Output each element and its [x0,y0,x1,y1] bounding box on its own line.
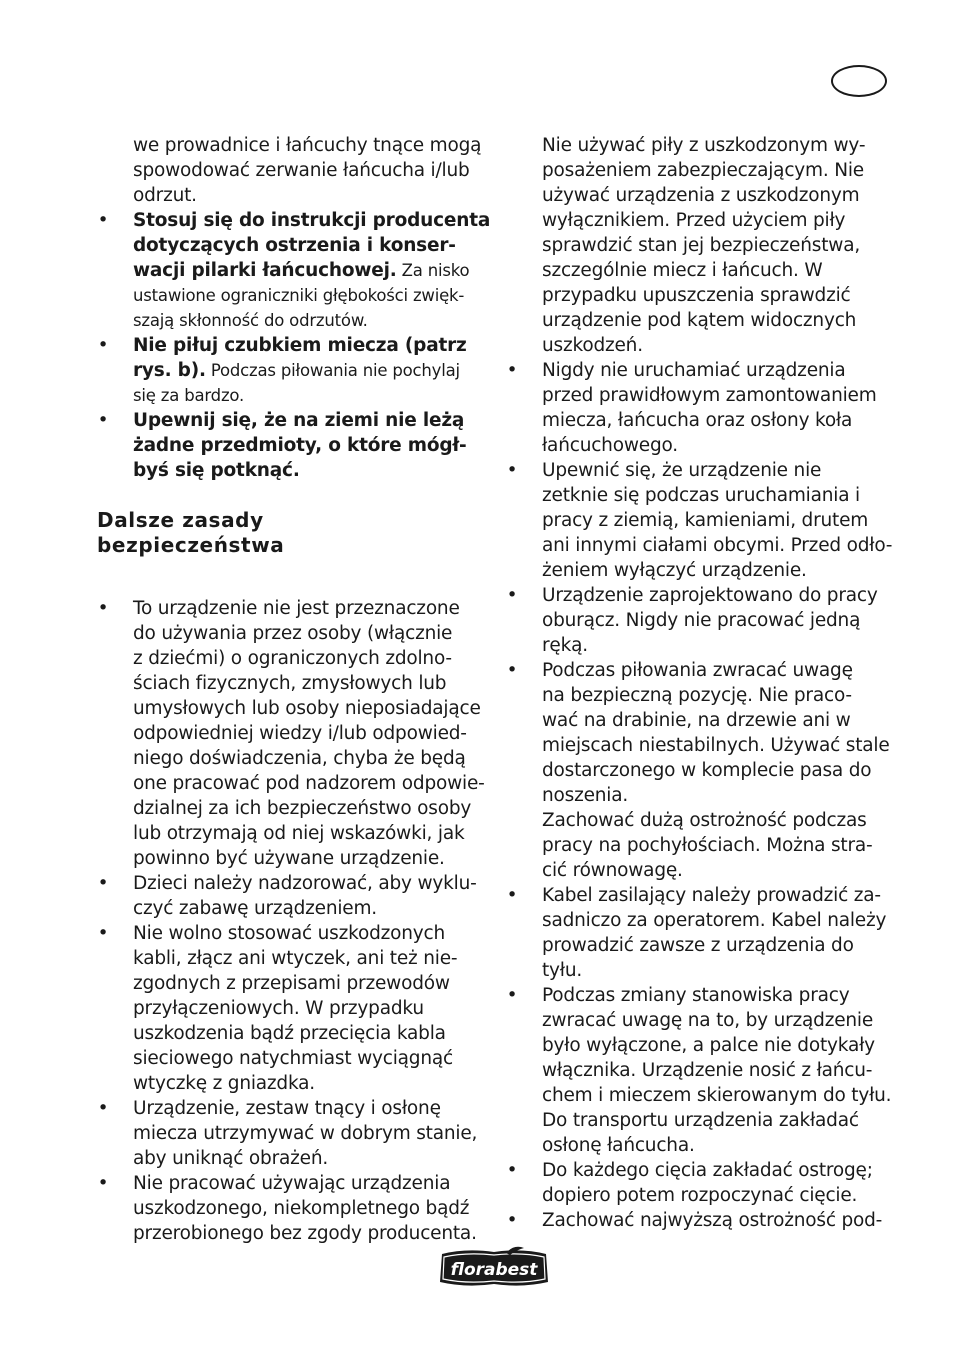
text-line: powinno być używane urządzenie. [133,848,445,869]
bullet-glyph: • [506,1210,518,1231]
list-item [97,871,482,921]
text-line: przed prawidłowym zamontowaniem [542,385,877,406]
text-line: we prowadnice i łańcuchy tnące mogą [133,135,482,156]
bold-text: rys. b). [133,360,206,381]
text-line: posażeniem zabezpieczającym. Nie [542,160,864,181]
text-line: zwracać uwagę na to, by urządzenie [542,1010,874,1031]
logo-text: florabest [450,1260,538,1280]
bold-text: Nie piłuj czubkiem miecza (patrz [133,335,467,356]
text-line: miejscach niestabilnych. Używać stale [542,735,890,756]
text-line: chem i mieczem skierowanym do tyłu. [542,1085,892,1106]
text-line: Urządzenie, zestaw tnący i osłonę [133,1098,441,1119]
text-line: czyć zabawę urządzeniem. [133,898,377,919]
text-line: Nie pracować używając urządzenia [133,1173,451,1194]
text-line: Dzieci należy nadzorować, aby wyklu- [133,873,477,894]
text-line: ściach fizycznych, zmysłowych lub [133,673,447,694]
text-line: dostarczonego w komplecie pasa do [542,760,872,781]
list-item [506,1208,892,1233]
text-line: prowadzić zawsze z urządzenia do [542,935,854,956]
right-column [506,133,892,1233]
text-line: odpowiedniej wiedzy i/lub odpowied- [133,723,467,744]
bullet-glyph: • [97,598,109,619]
list-item [97,1096,482,1171]
bullet-glyph: • [97,873,109,894]
text-line: przyłączeniowych. W przypadku [133,998,424,1019]
list-item [97,596,485,871]
florabest-logo [436,1244,552,1290]
heading-line: Dalsze zasady [97,508,264,532]
warning-bullet-sharpening [97,208,491,333]
bullet-glyph: • [506,460,518,481]
text-line: szają skłonność do odrzutów. [133,311,368,330]
text-line: uszkodzenia bądź przecięcia kabla [133,1023,446,1044]
text-line: Zachować najwyższą ostrożność pod- [542,1210,883,1231]
text-line: Nie wolno stosować uszkodzonych [133,923,446,944]
bold-text: wacji pilarki łańcuchowej. [133,260,397,281]
left-column [97,133,491,1246]
text-line: pracy na pochyłościach. Można stra- [542,835,873,856]
bold-line [133,233,482,258]
text-line: umysłowych lub osoby nieposiadające [133,698,481,719]
text-line: lub otrzymają od niej wskazówki, jak [133,823,465,844]
bold-line [133,208,491,233]
bold-line [133,408,482,433]
bullet-glyph: • [97,210,109,231]
list-item [506,1158,892,1208]
text-line: było wyłączone, a palce nie dotykały [542,1035,875,1056]
text-line: spowodować zerwanie łańcucha i/lub [133,160,470,181]
text-line: cić równowagę. [542,860,683,881]
bullet-glyph: • [97,1098,109,1119]
text-line: używać urządzenia z uszkodzonym [542,185,860,206]
text-line: ręką. [542,635,588,656]
list-item [97,921,482,1096]
text-line: wtyczkę z gniazdka. [133,1073,315,1094]
text-line: noszenia. [542,785,629,806]
text-line: Zachować dużą ostrożność podczas [542,810,867,831]
text-line: odrzut. [133,185,197,206]
bold-line [133,433,482,458]
bold-line [133,358,482,383]
text-line: aby uniknąć obrażeń. [133,1148,329,1169]
text-line: wyłącznikiem. Przed użyciem piły [542,210,846,231]
text-line: na bezpieczną pozycję. Nie praco- [542,685,852,706]
bold-line [133,258,482,283]
text-line: żeniem wyłączyć urządzenie. [542,560,807,581]
warning-bullet-ground [97,408,482,483]
bullet-glyph: • [506,1160,518,1181]
list-item [506,658,892,883]
bullet-glyph: • [506,985,518,1006]
text-line: przypadku upuszczenia sprawdzić [542,285,851,306]
list-item [506,458,892,583]
bullet-glyph: • [97,335,109,356]
text-line: sadniczo za operatorem. Kabel należy [542,910,887,931]
bold-text: żadne przedmioty, o które mógł- [133,435,467,456]
bullet-glyph: • [506,660,518,681]
text-line: oburącz. Nigdy nie pracować jedną [542,610,861,631]
list-item [506,983,892,1158]
text-line: urządzenie pod kątem widocznych [542,310,857,331]
text-line: ani innymi ciałami obcymi. Przed odło- [542,535,893,556]
text-line: Kabel zasilający należy prowadzić za- [542,885,881,906]
left-intro-text [97,133,482,208]
right-bullet-list [506,358,892,1233]
bold-line [133,458,482,483]
text-line: uszkodzonego, niekompletnego bądź [133,1198,470,1219]
text-line: zgodnych z przepisami przewodów [133,973,450,994]
language-badge [831,65,887,97]
bold-text: dotyczących ostrzenia i konser- [133,235,456,256]
warning-bullet-tip [97,333,482,408]
bold-text: byś się potknąć. [133,460,300,481]
text-line: szczególnie miecz i łańcuch. W [542,260,823,281]
section-heading [97,508,482,558]
right-intro-text [506,133,892,358]
bold-text: Upewnij się, że na ziemi nie leżą [133,410,465,431]
text-line: Podczas piłowania zwracać uwagę [542,660,853,681]
bullet-glyph: • [97,1173,109,1194]
bullet-glyph: • [506,885,518,906]
text-line: uszkodzeń. [542,335,643,356]
text-line: dzialnej za ich bezpieczeństwo osoby [133,798,472,819]
text-line: one pracować pod nadzorem odpowie- [133,773,485,794]
text-line: przerobionego bez zgody producenta. [133,1223,477,1244]
list-item [506,583,892,658]
text-line: do używania przez osoby (włącznie [133,623,453,644]
text-line: kabli, złącz ani wtyczek, ani też nie- [133,948,458,969]
text-line: Urządzenie zaprojektowano do pracy [542,585,878,606]
text-line: włącznika. Urządzenie nosić z łańcu- [542,1060,873,1081]
text-line: Nigdy nie uruchamiać urządzenia [542,360,846,381]
text-line: To urządzenie nie jest przeznaczone [133,598,460,619]
text-line: osłonę łańcucha. [542,1135,695,1156]
text-line: wać na drabinie, na drzewie ani w [542,710,851,731]
left-bullet-list [97,596,485,1246]
bullet-glyph: • [97,923,109,944]
text-line: tyłu. [542,960,583,981]
text-line: Do transportu urządzenia zakładać [542,1110,859,1131]
text-line: Nie używać piły z uszkodzonym wy- [542,135,866,156]
text-line: miecza utrzymywać w dobrym stanie, [133,1123,478,1144]
text-line: łańcuchowego. [542,435,678,456]
text-line: się za bardzo. [133,386,245,405]
text-line: Upewnić się, że urządzenie nie [542,460,822,481]
text-line: ustawione ograniczniki głębokości zwięk- [133,286,465,305]
text-line: z dziećmi) o ograniczonych zdolno- [133,648,452,669]
text-line: Do każdego cięcia zakładać ostrogę; [542,1160,873,1181]
bullet-glyph: • [97,410,109,431]
list-item [97,1171,482,1246]
text-line: zetknie się podczas uruchamiania i [542,485,860,506]
bold-line [133,333,482,358]
text-line: sprawdzić stan jej bezpieczeństwa, [542,235,861,256]
text-line: miecza, łańcucha oraz osłony koła [542,410,853,431]
text-line: Podczas zmiany stanowiska pracy [542,985,850,1006]
heading-line: bezpieczeństwa [97,533,285,557]
text-line: dopiero potem rozpoczynać cięcie. [542,1185,858,1206]
text-line: sieciowego natychmiast wyciągnąć [133,1048,453,1069]
list-item [506,883,892,983]
inline-text: Podczas piłowania nie pochylaj [205,361,460,380]
text-line: niego doświadczenia, chyba że będą [133,748,466,769]
list-item [506,358,892,458]
bold-text: Stosuj się do instrukcji producenta [133,210,491,231]
text-line: pracy z ziemią, kamieniami, drutem [542,510,869,531]
inline-text: Za nisko [396,261,470,280]
bullet-glyph: • [506,360,518,381]
bullet-glyph: • [506,585,518,606]
